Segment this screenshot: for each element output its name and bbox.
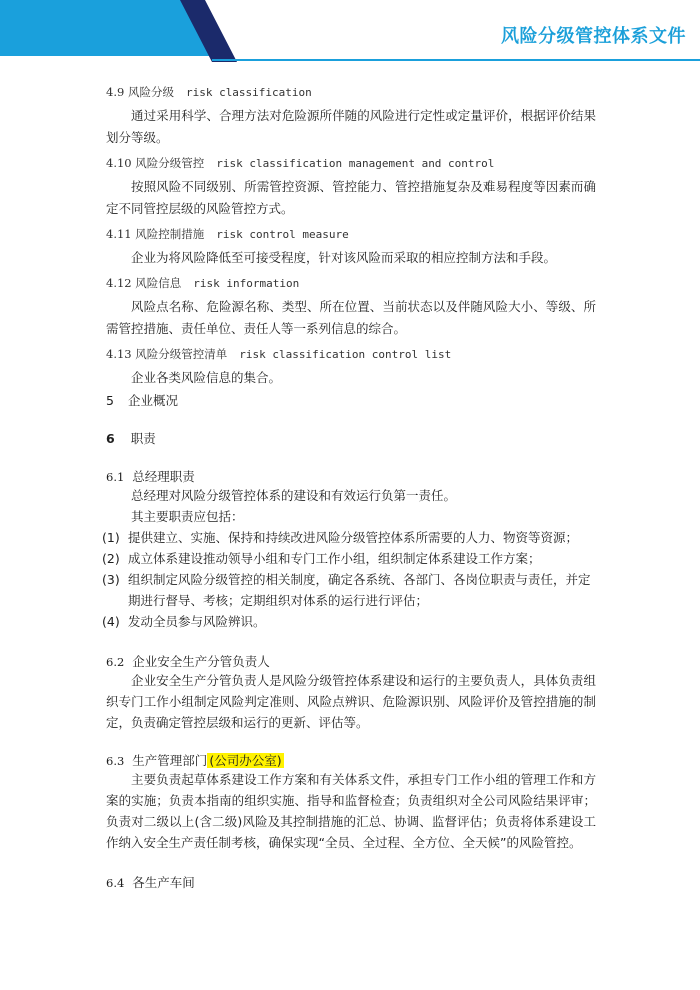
responsibility-lead: 其主要职责应包括： [131, 509, 244, 524]
term-description: 企业各类风险信息的集合。 [131, 370, 282, 385]
responsibility-list [102, 527, 596, 632]
term-description: 通过采用科学、合理方法对危险源所伴随的风险进行定性或定量评价，根据评价结果划分等级。 [106, 108, 596, 145]
subsection-description: 主要负责起草体系建设工作方案和有关体系文件，承担专门工作小组的管理工作和方案的实施；负责本指南的组织实施、指导和监督检查；负责组织对全公司风险结果评审；负责对二级以上(含二级)风险及其控制措施的汇总、协调、监督评估；负责将体系建设工作纳入安全生产责任制考核，确保实现“全员、全过程、全方位、全天候”的风险管控。 [106, 772, 596, 850]
subsection-description: 企业安全生产分管负责人是风险分级管控体系建设和运行的主要负责人，具体负责组织专门工作小组制定风险判定准则、风险点辨识、危险源识别、风险评价及管控措施的制定，负责确定管控层级和运行的更新、评估等。 [106, 673, 596, 730]
document-body [102, 84, 596, 891]
list-item: (4) 发动全员参与风险辨识。 [102, 614, 266, 629]
term-description: 按照风险不同级别、所需管控资源、管控能力、管控措施复杂及难易程度等因素而确定不同管控层级的风险管控方式。 [106, 179, 596, 216]
term-description: 企业为将风险降低至可接受程度，针对该风险而采取的相应控制方法和手段。 [131, 250, 557, 265]
term-heading: 4.10 风险分级管控 risk classification management and control [106, 156, 495, 170]
section-heading: 5 企业概况 [106, 393, 178, 408]
list-item: (2) 成立体系建设推动领导小组和专门工作小组，组织制定体系建设工作方案； [102, 551, 541, 566]
subsection-intro: 总经理对风险分级管控体系的建设和有效运行负第一责任。 [131, 488, 457, 503]
term-heading: 4.9 风险分级 risk classification [106, 85, 312, 99]
term-heading: 4.13 风险分级管控清单 risk classification control list [106, 347, 452, 361]
highlighted-note: (公司办公室) [209, 753, 282, 768]
subsection-heading: 6.4 各生产车间 [106, 875, 195, 890]
term-heading: 4.11 风险控制措施 risk control measure [106, 227, 349, 241]
term-description: 风险点名称、危险源名称、类型、所在位置、当前状态以及伴随风险大小、等级、所需管控措施、责任单位、责任人等一系列信息的综合。 [106, 299, 596, 336]
subsection-heading: 6.3 生产管理部门 (公司办公室) [106, 753, 282, 768]
subsection-heading: 6.2 企业安全生产分管负责人 [106, 654, 270, 669]
term-heading: 4.12 风险信息 risk information [106, 276, 300, 290]
section-heading: 6 职责 [106, 431, 156, 446]
subsection-heading: 6.1 总经理职责 [106, 469, 195, 484]
list-item: (1) 提供建立、实施、保持和持续改进风险分级管控体系所需要的人力、物资等资源； [102, 530, 579, 545]
list-item: (3) 组织制定风险分级管控的相关制度，确定各系统、各部门、各岗位职责与责任，并定期进行督导、考核；定期组织对体系的运行进行评估； [102, 572, 591, 608]
page-header [0, 0, 700, 62]
document-title: 风险分级管控体系文件 [501, 26, 686, 47]
